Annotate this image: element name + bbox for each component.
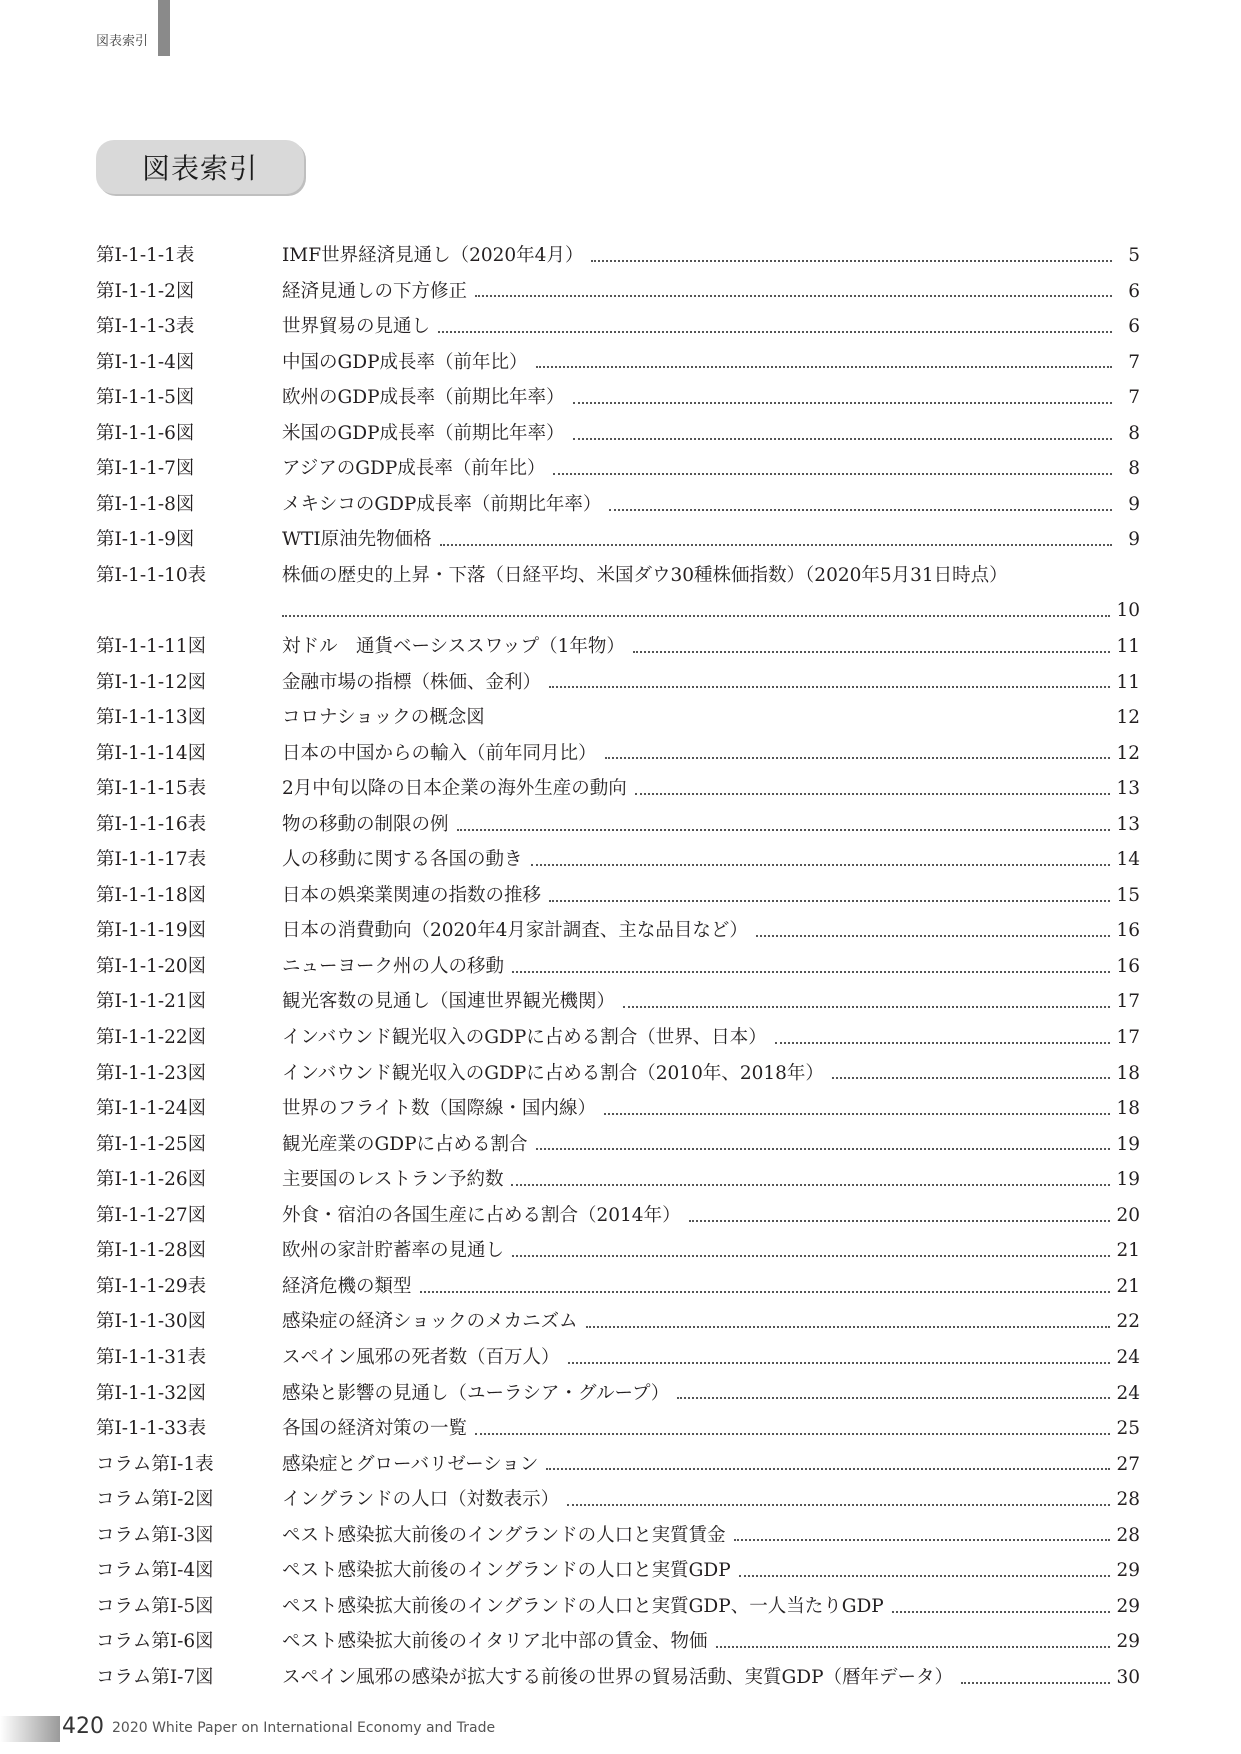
toc-entry[interactable] <box>96 878 1140 914</box>
toc-entry-label: 第Ⅰ-1-1-21図 <box>96 991 207 1013</box>
leader-dots <box>605 755 1111 759</box>
footer-page-number: 420 <box>62 1714 104 1739</box>
toc-entry-page: 27 <box>1116 1453 1140 1475</box>
toc-entry-label: コラム第Ⅰ-5図 <box>96 1595 214 1617</box>
toc-entry-title: 観光客数の見通し（国連世界観光機関） <box>282 991 616 1013</box>
toc-list <box>96 238 1140 1695</box>
leader-dots <box>553 471 1112 475</box>
toc-entry-title: WTI原油先物価格 <box>282 529 432 551</box>
toc-entry-page: 17 <box>1116 1027 1140 1049</box>
toc-entry-line <box>282 700 1140 736</box>
toc-entry-page: 17 <box>1116 991 1140 1013</box>
toc-entry-label: 第Ⅰ-1-1-3表 <box>96 316 195 338</box>
toc-entry-line <box>282 913 1140 949</box>
toc-entry-label: コラム第Ⅰ-3図 <box>96 1524 214 1546</box>
toc-entry-line <box>282 1198 1140 1234</box>
toc-entry-label: 第Ⅰ-1-1-8図 <box>96 493 195 515</box>
toc-entry-line <box>282 274 1140 310</box>
toc-entry-line <box>282 1482 1140 1518</box>
toc-entry-page: 8 <box>1128 422 1140 444</box>
toc-entry-title: 株価の歴史的上昇・下落（日経平均、米国ダウ30種株価指数）（2020年5月31日時点） <box>282 564 1008 586</box>
toc-entry-line <box>282 1091 1140 1127</box>
toc-entry-line <box>282 1553 1140 1589</box>
toc-entry-title: 物の移動の制限の例 <box>282 813 449 835</box>
toc-entry-line <box>282 522 1140 558</box>
toc-entry[interactable] <box>96 416 1140 452</box>
toc-entry-label: 第Ⅰ-1-1-15表 <box>96 778 207 800</box>
leader-dots <box>493 721 1111 723</box>
toc-entry-label: 第Ⅰ-1-1-10表 <box>96 564 207 586</box>
toc-entry-title: 感染症の経済ショックのメカニズム <box>282 1311 578 1333</box>
toc-entry-title: ニューヨーク州の人の移動 <box>282 955 505 977</box>
toc-entry-page: 13 <box>1116 778 1140 800</box>
toc-entry[interactable] <box>96 1020 1140 1056</box>
leader-dots <box>511 1182 1110 1186</box>
leader-dots <box>591 258 1112 262</box>
toc-entry-line <box>282 1162 1140 1198</box>
leader-dots <box>775 1040 1111 1044</box>
toc-entry-label: 第Ⅰ-1-1-29表 <box>96 1275 207 1297</box>
leader-dots <box>604 1111 1111 1115</box>
toc-entry-page: 16 <box>1116 920 1140 942</box>
toc-entry-page: 12 <box>1116 707 1140 729</box>
leader-dots <box>689 1218 1111 1222</box>
leader-dots <box>567 1502 1110 1506</box>
toc-entry[interactable] <box>96 1056 1140 1092</box>
leader-dots <box>438 329 1112 333</box>
toc-entry-title: アジアのGDP成長率（前年比） <box>282 458 546 480</box>
toc-entry-line <box>282 1624 1140 1660</box>
toc-entry-label: 第Ⅰ-1-1-32図 <box>96 1382 207 1404</box>
leader-dots <box>756 933 1111 937</box>
toc-entry[interactable] <box>96 1269 1140 1305</box>
toc-entry-line <box>282 345 1140 381</box>
toc-entry-title: 2月中旬以降の日本企業の海外生産の動向 <box>282 778 627 800</box>
toc-entry-page: 10 <box>1116 600 1140 622</box>
toc-entry[interactable] <box>96 629 1140 665</box>
running-head: 図表索引 <box>96 34 149 49</box>
toc-entry-title: 観光産業のGDPに占める割合 <box>282 1133 528 1155</box>
toc-entry-page: 28 <box>1116 1524 1140 1546</box>
toc-entry-page: 20 <box>1116 1204 1140 1226</box>
leader-dots <box>635 791 1111 795</box>
toc-entry[interactable] <box>96 1589 1140 1625</box>
toc-entry-line <box>282 629 1140 665</box>
leader-dots <box>549 898 1110 902</box>
toc-entry-line <box>282 416 1140 452</box>
toc-entry-title: 世界のフライト数（国際線・国内線） <box>282 1098 596 1120</box>
toc-entry-title: 人の移動に関する各国の動き <box>282 849 523 871</box>
toc-entry-page: 21 <box>1116 1275 1140 1297</box>
toc-entry-line <box>282 558 1140 594</box>
toc-entry-page: 18 <box>1116 1098 1140 1120</box>
leader-dots <box>568 1360 1111 1364</box>
toc-entry-label: 第Ⅰ-1-1-23図 <box>96 1062 207 1084</box>
toc-entry-title: 感染と影響の見通し（ユーラシア・グループ） <box>282 1382 670 1404</box>
leader-dots <box>734 1537 1111 1541</box>
toc-entry-line <box>282 1376 1140 1412</box>
leader-dots <box>716 1644 1111 1648</box>
toc-entry[interactable] <box>96 700 1140 736</box>
toc-entry-page: 6 <box>1128 280 1140 302</box>
toc-entry-title: 対ドル 通貨ベーシススワップ（1年物） <box>282 636 625 658</box>
toc-entry-title: 日本の消費動向（2020年4月家計調査、主な品目など） <box>282 920 748 942</box>
toc-entry-title: 外食・宿泊の各国生産に占める割合（2014年） <box>282 1204 681 1226</box>
toc-entry[interactable] <box>96 1233 1140 1269</box>
toc-entry-title: 主要国のレストラン予約数 <box>282 1169 504 1191</box>
toc-entry-line <box>282 380 1140 416</box>
toc-entry[interactable] <box>96 1162 1140 1198</box>
page-title: 図表索引 <box>96 140 304 194</box>
toc-entry-label: コラム第Ⅰ-7図 <box>96 1666 214 1688</box>
toc-entry-title: 各国の経済対策の一覧 <box>282 1418 468 1440</box>
leader-dots <box>531 862 1111 866</box>
toc-entry-line <box>282 1233 1140 1269</box>
toc-entry-label: 第Ⅰ-1-1-20図 <box>96 955 207 977</box>
toc-entry-label: コラム第Ⅰ-1表 <box>96 1453 214 1475</box>
toc-entry-label: コラム第Ⅰ-4図 <box>96 1560 214 1582</box>
leader-dots <box>739 1573 1111 1577</box>
toc-entry-label: 第Ⅰ-1-1-24図 <box>96 1098 207 1120</box>
toc-entry[interactable] <box>96 345 1140 381</box>
toc-entry-line <box>282 1020 1140 1056</box>
toc-entry-page: 24 <box>1116 1346 1140 1368</box>
toc-entry-page: 9 <box>1128 493 1140 515</box>
toc-entry-title: メキシコのGDP成長率（前期比年率） <box>282 493 602 515</box>
toc-entry[interactable] <box>96 913 1140 949</box>
toc-entry-line <box>282 1660 1140 1696</box>
toc-entry-page: 7 <box>1128 387 1140 409</box>
toc-entry-line <box>282 1127 1140 1163</box>
toc-entry-page: 14 <box>1116 849 1140 871</box>
toc-entry-line <box>282 238 1140 274</box>
toc-entry[interactable] <box>96 949 1140 985</box>
toc-entry-title: 経済見通しの下方修正 <box>282 280 468 302</box>
toc-entry-label: 第Ⅰ-1-1-7図 <box>96 458 195 480</box>
toc-entry-title: 米国のGDP成長率（前期比年率） <box>282 422 565 444</box>
toc-entry[interactable] <box>96 1624 1140 1660</box>
toc-entry-label: 第Ⅰ-1-1-6図 <box>96 422 195 444</box>
leader-dots <box>536 1146 1111 1150</box>
toc-entry[interactable] <box>96 1304 1140 1340</box>
toc-entry-title: 世界貿易の見通し <box>282 316 431 338</box>
leader-dots <box>892 1609 1111 1613</box>
toc-entry[interactable] <box>96 1553 1140 1589</box>
toc-entry-line <box>282 1589 1140 1625</box>
toc-entry-label: 第Ⅰ-1-1-16表 <box>96 813 207 835</box>
toc-entry-title: 金融市場の指標（株価、金利） <box>282 671 542 693</box>
leader-dots <box>475 293 1112 297</box>
toc-entry-page: 18 <box>1116 1062 1140 1084</box>
toc-entry-line <box>282 984 1140 1020</box>
toc-entry[interactable] <box>96 1660 1140 1696</box>
toc-entry-page: 9 <box>1128 529 1140 551</box>
toc-entry-label: 第Ⅰ-1-1-11図 <box>96 636 207 658</box>
toc-entry-page: 7 <box>1128 351 1140 373</box>
toc-entry-line <box>282 1518 1140 1554</box>
leader-dots <box>623 1004 1110 1008</box>
leader-dots <box>546 1466 1110 1470</box>
footer-publication: 2020 White Paper on International Economy and Trade <box>112 1720 496 1736</box>
toc-entry-label: 第Ⅰ-1-1-5図 <box>96 387 195 409</box>
toc-entry[interactable] <box>96 1340 1140 1376</box>
leader-dots <box>536 364 1112 368</box>
toc-entry-title: イングランドの人口（対数表示） <box>282 1489 560 1511</box>
toc-entry-page: 6 <box>1128 316 1140 338</box>
toc-entry-line <box>282 842 1140 878</box>
leader-dots <box>609 507 1112 511</box>
toc-entry-label: 第Ⅰ-1-1-31表 <box>96 1346 207 1368</box>
toc-entry-label: 第Ⅰ-1-1-27図 <box>96 1204 207 1226</box>
toc-entry-line <box>282 807 1140 843</box>
toc-entry-label: 第Ⅰ-1-1-17表 <box>96 849 207 871</box>
toc-entry[interactable] <box>96 487 1140 523</box>
toc-entry-line <box>282 309 1140 345</box>
toc-entry-line <box>282 665 1140 701</box>
toc-entry-label: コラム第Ⅰ-2図 <box>96 1489 214 1511</box>
toc-entry-title: 日本の娯楽業関連の指数の推移 <box>282 884 542 906</box>
toc-entry-title: 感染症とグローバリゼーション <box>282 1453 539 1475</box>
leader-dots <box>832 1075 1111 1079</box>
toc-entry-page: 13 <box>1116 813 1140 835</box>
toc-entry-page: 29 <box>1116 1595 1140 1617</box>
toc-entry[interactable] <box>96 558 1140 594</box>
toc-entry[interactable] <box>96 1376 1140 1412</box>
toc-entry-page: 16 <box>1116 955 1140 977</box>
toc-entry-title: 経済危機の類型 <box>282 1275 412 1297</box>
toc-entry-title: 中国のGDP成長率（前年比） <box>282 351 528 373</box>
toc-entry-title: 日本の中国からの輸入（前年同月比） <box>282 742 597 764</box>
leader-dots <box>282 613 1110 617</box>
toc-entry-title: インバウンド観光収入のGDPに占める割合（世界、日本） <box>282 1027 767 1049</box>
toc-entry[interactable] <box>96 1127 1140 1163</box>
leader-dots <box>512 1253 1110 1257</box>
toc-entry-label: 第Ⅰ-1-1-1表 <box>96 245 195 266</box>
toc-entry-label: 第Ⅰ-1-1-2図 <box>96 280 195 302</box>
toc-entry[interactable] <box>96 1518 1140 1554</box>
toc-entry-title: コロナショックの概念図 <box>282 707 485 729</box>
toc-entry[interactable] <box>96 736 1140 772</box>
toc-entry-label: 第Ⅰ-1-1-14図 <box>96 742 207 764</box>
toc-entry-title: ペスト感染拡大前後のイングランドの人口と実質賃金 <box>282 1524 726 1546</box>
toc-entry-title: ペスト感染拡大前後のイングランドの人口と実質GDP、一人当たりGDP <box>282 1595 884 1617</box>
toc-entry-label: 第Ⅰ-1-1-4図 <box>96 351 195 373</box>
toc-entry-label: 第Ⅰ-1-1-18図 <box>96 884 207 906</box>
toc-entry-label: コラム第Ⅰ-6図 <box>96 1631 214 1653</box>
toc-entry-title: スペイン風邪の感染が拡大する前後の世界の貿易活動、実質GDP（暦年データ） <box>282 1666 954 1688</box>
leader-dots <box>420 1289 1111 1293</box>
toc-entry-line <box>282 949 1140 985</box>
toc-entry-title: ペスト感染拡大前後のイタリア北中部の賃金、物価 <box>282 1631 708 1653</box>
toc-entry-page: 8 <box>1128 458 1140 480</box>
toc-entry-title: IMF世界経済見通し（2020年4月） <box>282 245 584 266</box>
toc-entry[interactable] <box>96 380 1140 416</box>
toc-entry-page: 19 <box>1116 1133 1140 1155</box>
toc-entry-label: 第Ⅰ-1-1-28図 <box>96 1240 207 1262</box>
toc-entry-label: 第Ⅰ-1-1-19図 <box>96 920 207 942</box>
toc-entry-page: 11 <box>1116 636 1140 658</box>
toc-entry-line <box>282 1304 1140 1340</box>
leader-dots <box>512 969 1110 973</box>
toc-entry[interactable] <box>96 1198 1140 1234</box>
toc-entry-page: 12 <box>1116 742 1140 764</box>
toc-entry[interactable] <box>96 1482 1140 1518</box>
toc-entry-title: インバウンド観光収入のGDPに占める割合（2010年、2018年） <box>282 1062 824 1084</box>
toc-entry-line <box>282 487 1140 523</box>
toc-entry-label: 第Ⅰ-1-1-33表 <box>96 1418 207 1440</box>
toc-entry-page: 24 <box>1116 1382 1140 1404</box>
toc-entry[interactable] <box>96 807 1140 843</box>
toc-entry-label: 第Ⅰ-1-1-12図 <box>96 671 207 693</box>
leader-dots <box>633 649 1111 653</box>
toc-entry-label: 第Ⅰ-1-1-22図 <box>96 1027 207 1049</box>
toc-entry-line <box>282 451 1140 487</box>
toc-entry-line <box>282 1447 1140 1483</box>
toc-entry-page: 11 <box>1116 671 1140 693</box>
toc-entry-line <box>282 736 1140 772</box>
leader-dots <box>677 1395 1110 1399</box>
toc-entry-label: 第Ⅰ-1-1-9図 <box>96 529 195 551</box>
toc-entry-line <box>282 1056 1140 1092</box>
toc-entry[interactable] <box>96 665 1140 701</box>
toc-entry[interactable] <box>96 451 1140 487</box>
toc-entry-page: 29 <box>1116 1631 1140 1653</box>
leader-dots <box>586 1324 1111 1328</box>
toc-entry-continuation <box>96 593 1140 629</box>
toc-entry[interactable] <box>96 842 1140 878</box>
toc-entry[interactable] <box>96 1091 1140 1127</box>
toc-entry-page: 19 <box>1116 1169 1140 1191</box>
toc-entry-line <box>282 771 1140 807</box>
leader-dots <box>475 1431 1110 1435</box>
toc-entry-line <box>282 878 1140 914</box>
toc-entry-page: 5 <box>1128 245 1140 266</box>
leader-dots <box>961 1680 1110 1684</box>
toc-entry-line <box>282 593 1140 629</box>
toc-entry[interactable] <box>96 984 1140 1020</box>
toc-entry[interactable] <box>96 1447 1140 1483</box>
toc-entry-page: 28 <box>1116 1489 1140 1511</box>
toc-entry[interactable] <box>96 238 1140 274</box>
toc-entry-label: 第Ⅰ-1-1-25図 <box>96 1133 207 1155</box>
toc-entry-label: 第Ⅰ-1-1-26図 <box>96 1169 207 1191</box>
toc-entry-page: 29 <box>1116 1560 1140 1582</box>
leader-dots <box>573 436 1112 440</box>
leader-dots <box>549 684 1110 688</box>
toc-entry-line <box>282 1269 1140 1305</box>
toc-entry[interactable] <box>96 1411 1140 1447</box>
toc-entry-page: 25 <box>1116 1418 1140 1440</box>
toc-entry-line <box>282 1340 1140 1376</box>
toc-entry-title: 欧州の家計貯蓄率の見通し <box>282 1240 505 1262</box>
running-head-bar <box>158 0 170 56</box>
toc-entry[interactable] <box>96 522 1140 558</box>
leader-dots <box>457 827 1111 831</box>
toc-entry-page: 21 <box>1116 1240 1140 1262</box>
toc-entry-page: 22 <box>1116 1311 1140 1333</box>
toc-entry-page: 30 <box>1116 1666 1140 1688</box>
toc-entry[interactable] <box>96 274 1140 310</box>
toc-entry-title: ペスト感染拡大前後のイングランドの人口と実質GDP <box>282 1560 731 1582</box>
toc-entry-label: 第Ⅰ-1-1-30図 <box>96 1311 207 1333</box>
toc-entry-title: スペイン風邪の死者数（百万人） <box>282 1346 560 1368</box>
toc-entry-title: 欧州のGDP成長率（前期比年率） <box>282 387 565 409</box>
leader-dots <box>573 400 1112 404</box>
leader-dots <box>440 542 1112 546</box>
toc-entry[interactable] <box>96 309 1140 345</box>
footer-bar <box>0 1716 60 1742</box>
toc-entry-label: 第Ⅰ-1-1-13図 <box>96 707 207 729</box>
toc-entry-line <box>282 1411 1140 1447</box>
toc-entry-page: 15 <box>1116 884 1140 906</box>
toc-entry[interactable] <box>96 771 1140 807</box>
